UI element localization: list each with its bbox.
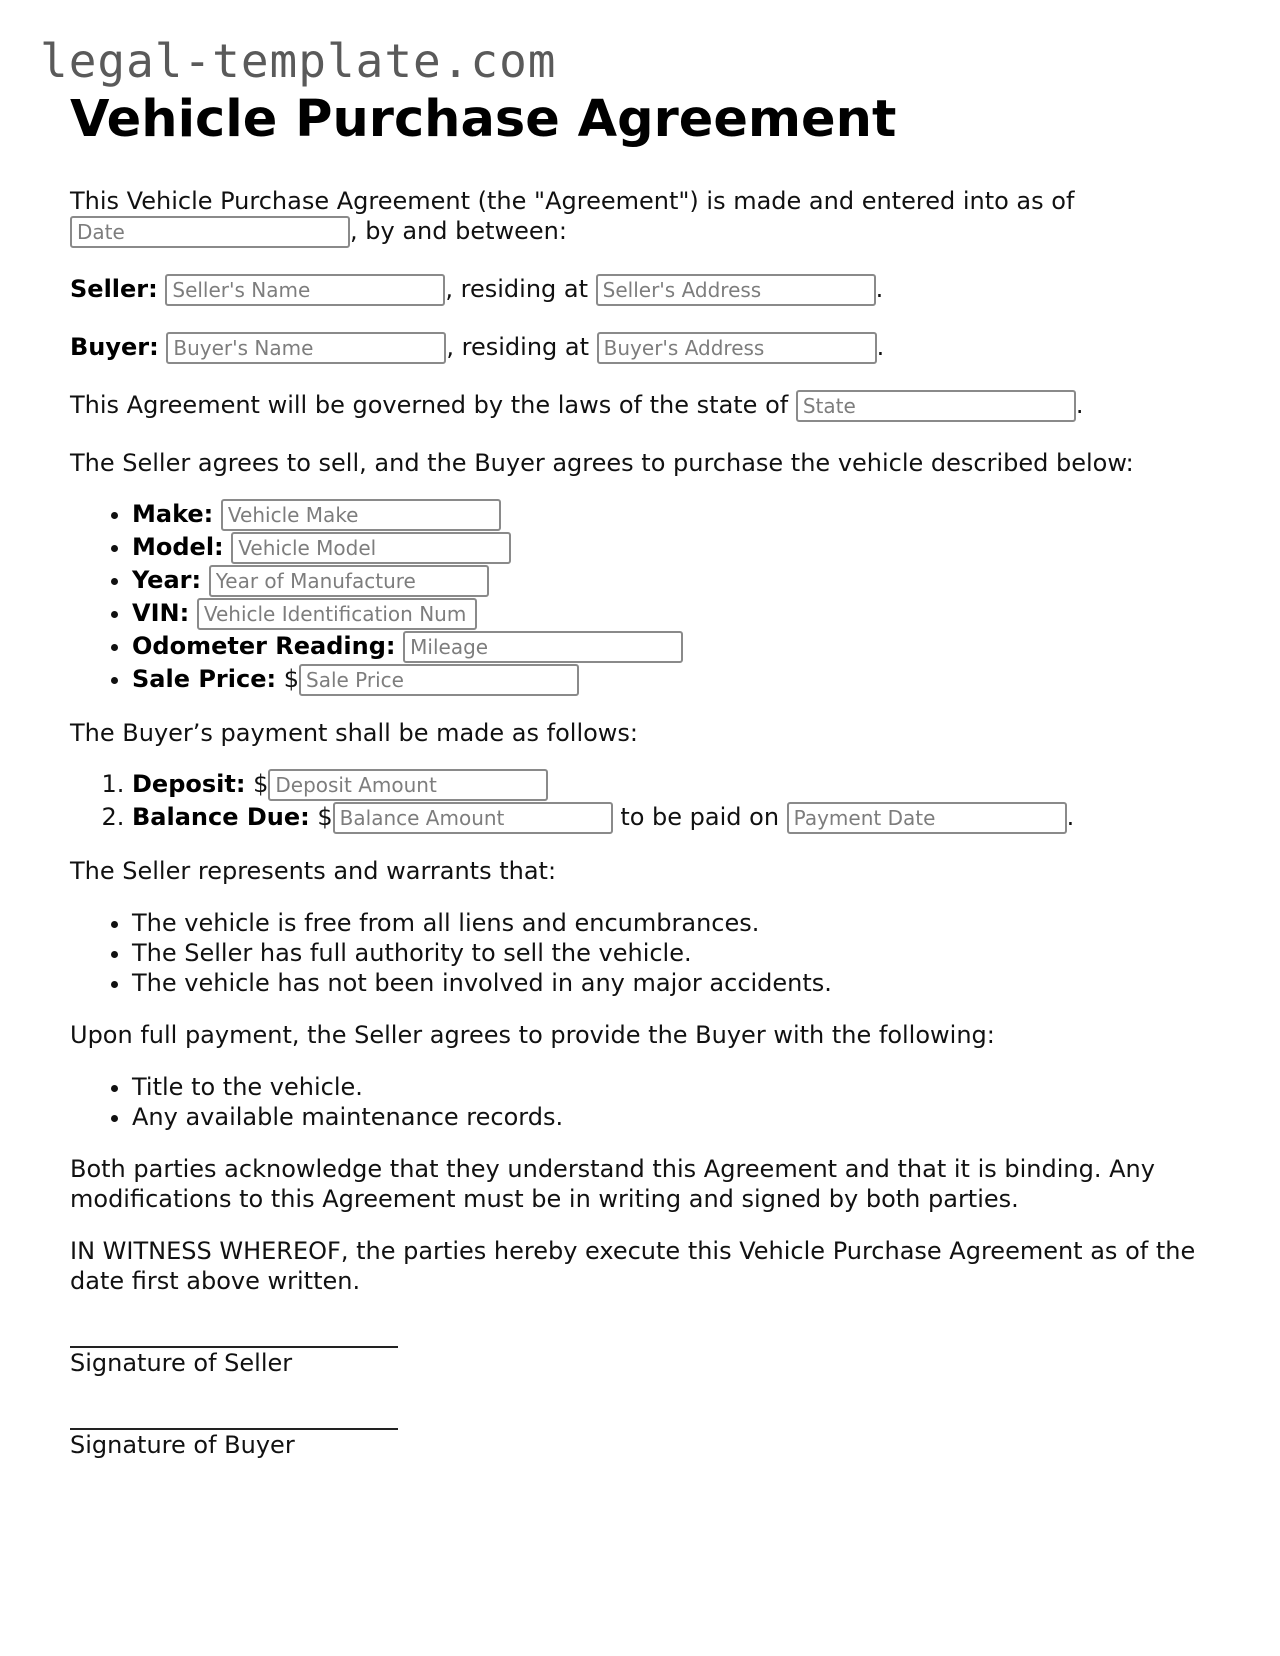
payment-date-field[interactable] xyxy=(787,802,1067,834)
seller-address-field[interactable] xyxy=(596,274,876,306)
vin-field[interactable] xyxy=(197,598,477,630)
buyer-label: Buyer: xyxy=(70,333,159,361)
list-item xyxy=(132,801,1220,834)
list-item: • Any available maintenance records. xyxy=(132,1102,1220,1132)
list-item xyxy=(132,768,1220,801)
buyer-line-end: . xyxy=(876,333,885,361)
seller-signature-label: Signature of Seller xyxy=(70,1349,293,1377)
list-item: • The vehicle is free from all liens and encumbrances. xyxy=(132,908,1220,938)
odometer-field[interactable] xyxy=(403,631,683,663)
seller-name-field[interactable] xyxy=(165,274,445,306)
buyer-line xyxy=(70,332,1220,364)
delivery-intro: Upon full payment, the Seller agrees to provide the Buyer with the following: xyxy=(70,1021,995,1049)
deposit-label: Deposit: xyxy=(132,770,246,798)
date-field[interactable] xyxy=(70,216,350,248)
buyer-address-field[interactable] xyxy=(597,332,877,364)
intro-text: This Vehicle Purchase Agreement (the "Agreement") is made and entered into as of xyxy=(70,187,1075,215)
vehicle-details-list xyxy=(70,498,1220,696)
governing-law-line xyxy=(70,390,1220,422)
seller-line-end: . xyxy=(875,275,884,303)
paid-on-text: to be paid on xyxy=(620,803,780,831)
document-body xyxy=(70,90,1220,1460)
odometer-label: Odometer Reading: xyxy=(132,632,396,660)
list-item xyxy=(132,564,1220,597)
seller-label: Seller: xyxy=(70,275,158,303)
sale-price-field[interactable] xyxy=(299,664,579,696)
seller-residing-text: , residing at xyxy=(445,275,589,303)
model-field[interactable] xyxy=(231,532,511,564)
sale-price-currency: $ xyxy=(283,665,300,693)
seller-signature-line[interactable] xyxy=(70,1316,398,1348)
list-item: • The vehicle has not been involved in any major accidents. xyxy=(132,968,1220,998)
list-item xyxy=(132,531,1220,564)
vehicle-intro: The Seller agrees to sell, and the Buyer agrees to purchase the vehicle described below: xyxy=(70,449,1134,477)
list-item xyxy=(132,630,1220,663)
governing-law-end: . xyxy=(1075,391,1084,419)
witness-paragraph: IN WITNESS WHEREOF, the parties hereby execute this Vehicle Purchase Agreement as of the date first above written. xyxy=(70,1237,1196,1295)
watermark: legal-template.com xyxy=(40,34,557,88)
balance-currency: $ xyxy=(317,803,333,831)
vin-label: VIN: xyxy=(132,599,190,627)
list-item: • The Seller has full authority to sell the vehicle. xyxy=(132,938,1220,968)
payment-intro: The Buyer’s payment shall be made as follows: xyxy=(70,719,639,747)
intro-text-after: , by and between: xyxy=(350,217,567,245)
warranty-list xyxy=(70,908,1220,998)
buyer-name-field[interactable] xyxy=(166,332,446,364)
list-item: • Title to the vehicle. xyxy=(132,1072,1220,1102)
balance-field[interactable] xyxy=(333,802,613,834)
make-label: Make: xyxy=(132,500,214,528)
balance-label: Balance Due: xyxy=(132,803,310,831)
buyer-residing-text: , residing at xyxy=(446,333,590,361)
seller-line xyxy=(70,274,1220,306)
sale-price-label: Sale Price: xyxy=(132,665,277,693)
governing-law-text: This Agreement will be governed by the laws of the state of xyxy=(70,391,789,419)
list-item xyxy=(132,663,1220,696)
year-field[interactable] xyxy=(209,565,489,597)
list-item xyxy=(132,597,1220,630)
payment-list xyxy=(70,768,1220,834)
buyer-signature-line[interactable] xyxy=(70,1398,398,1430)
deposit-currency: $ xyxy=(253,770,269,798)
deposit-field[interactable] xyxy=(268,769,548,801)
year-label: Year: xyxy=(132,566,202,594)
payment-line-end: . xyxy=(1066,803,1075,831)
document-title: Vehicle Purchase Agreement xyxy=(70,90,897,149)
warranty-intro: The Seller represents and warrants that: xyxy=(70,857,557,885)
intro-paragraph xyxy=(70,186,1220,248)
make-field[interactable] xyxy=(221,499,501,531)
acknowledgment-paragraph: Both parties acknowledge that they understand this Agreement and that it is binding. Any modifications to this Agreement must be in writing and signed by both parties. xyxy=(70,1155,1155,1213)
deliverables-list xyxy=(70,1072,1220,1132)
list-item xyxy=(132,498,1220,531)
state-field[interactable] xyxy=(796,390,1076,422)
buyer-signature-label: Signature of Buyer xyxy=(70,1431,295,1459)
model-label: Model: xyxy=(132,533,224,561)
